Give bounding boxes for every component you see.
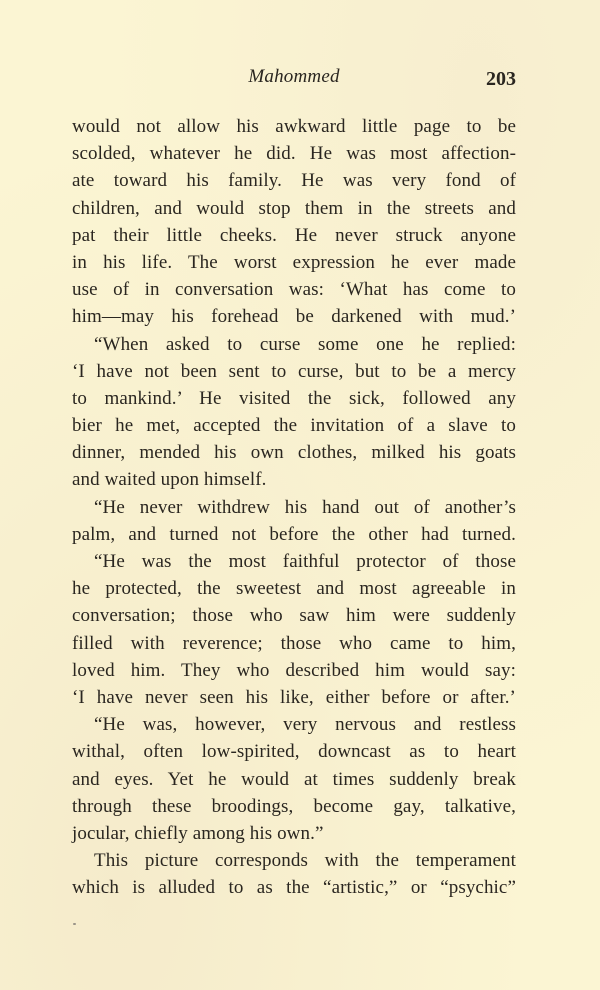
text-line: loved him. They who described him would say: <box>72 659 516 681</box>
text-line: “When asked to curse some one he replied: <box>94 333 516 355</box>
text-line: ‘I have not been sent to curse, but to be a mercy <box>72 360 516 382</box>
text-line: to mankind.’ He visited the sick, followed any <box>72 387 516 409</box>
text-line: and eyes. Yet he would at times suddenly break <box>72 768 516 790</box>
text-line: him—may his forehead be darkened with mud.’ <box>72 306 516 328</box>
body-text <box>72 113 516 901</box>
text-line: “He was, however, very nervous and restless <box>94 714 516 736</box>
text-line: in his life. The worst expression he ever made <box>72 251 516 273</box>
running-title: Mahommed <box>248 66 340 87</box>
running-head <box>72 66 516 94</box>
text-line: ‘I have never seen his like, either before or after.’ <box>72 686 516 708</box>
scan-speck <box>73 923 76 925</box>
text-line: filled with reverence; those who came to him, <box>72 632 516 654</box>
text-line: scolded, whatever he did. He was most affection- <box>72 143 516 165</box>
page-number: 203 <box>486 68 516 90</box>
text-line: pat their little cheeks. He never struck anyone <box>72 224 516 246</box>
text-line: use of in conversation was: ‘What has come to <box>72 279 516 301</box>
text-line: palm, and turned not before the other had turned. <box>72 523 516 545</box>
text-line: would not allow his awkward little page to be <box>72 116 516 137</box>
text-line: jocular, chiefly among his own.” <box>72 822 324 844</box>
text-line: through these broodings, become gay, talkative, <box>72 795 516 817</box>
text-line: children, and would stop them in the streets and <box>72 197 516 219</box>
text-line: bier he met, accepted the invitation of a slave to <box>72 415 516 437</box>
text-line: dinner, mended his own clothes, milked his goats <box>72 442 516 464</box>
text-line: ate toward his family. He was very fond of <box>72 170 516 192</box>
text-line: “He was the most faithful protector of those <box>94 551 516 572</box>
text-line: he protected, the sweetest and most agreeable in <box>72 578 516 600</box>
text-line: and waited upon himself. <box>72 469 267 491</box>
text-line: which is alluded to as the “artistic,” or “psychic” <box>72 877 516 899</box>
text-line: withal, often low-spirited, downcast as to heart <box>72 741 516 763</box>
text-line: conversation; those who saw him were suddenly <box>72 605 516 627</box>
text-line: “He never withdrew his hand out of another’s <box>94 496 516 518</box>
text-line: This picture corresponds with the temperament <box>94 850 516 872</box>
